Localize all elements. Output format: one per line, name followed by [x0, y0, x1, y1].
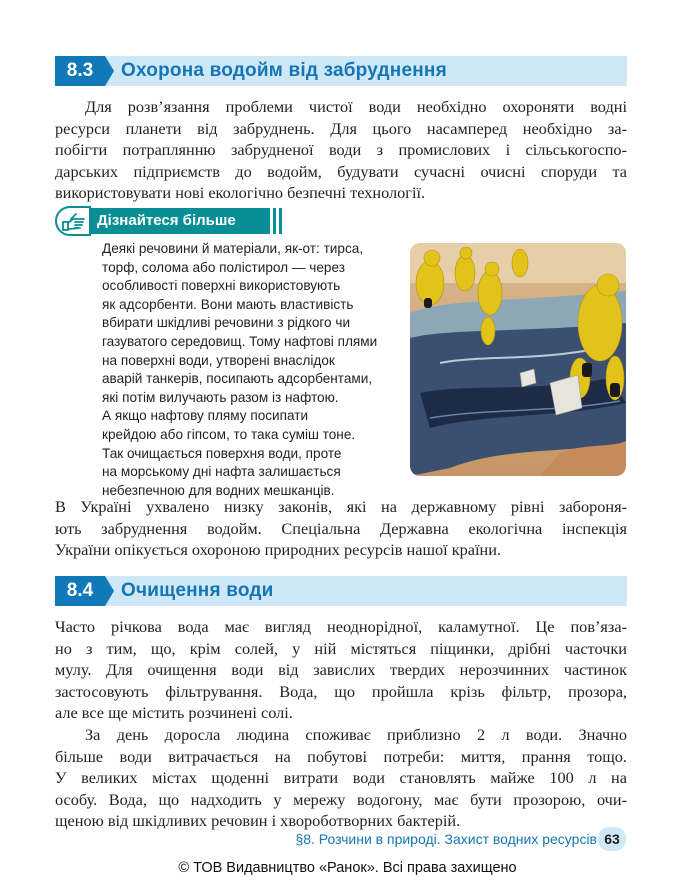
section-header-8-3	[55, 56, 627, 86]
text-line: щеною від шкідливих речовин і хвороботворних бактерій.	[55, 811, 461, 831]
text-line: України опікується охороною природних ресурсів нашої країни.	[55, 540, 502, 560]
text-line: аварій танкерів, посипають адсорбентами,	[102, 371, 373, 387]
section-title: Очищення води	[121, 580, 274, 601]
section-number: 8.4	[55, 576, 105, 606]
text-line: дарських підприємств до водойм, будувати сучасні очисні споруди та	[55, 161, 627, 181]
text-line: ють забруднення водойм. Спеціальна Державна екологічна інспекція	[55, 518, 627, 538]
text-line: небезпечною для водних мешканців.	[102, 482, 335, 498]
learn-more-header	[55, 206, 285, 236]
text-line: застосовують фільтрування. Вода, що пройшла крізь фільтр, прозора,	[55, 681, 627, 701]
text-line: але все ще містить розчинені солі.	[55, 703, 293, 723]
text-line: торф, солома або полістирол — через	[102, 259, 345, 275]
text-line: мулу. Для очищення води від завислих твердих нерозчинних частинок	[55, 660, 627, 680]
text-line: використовувати нові екологічно безпечні технології.	[55, 183, 426, 203]
text-line: крейдою або гіпсом, то така суміш тоне.	[102, 426, 356, 442]
section-header-8-4	[55, 576, 627, 606]
paragraph-water-consumption	[55, 724, 627, 832]
text-line: А якщо нафтову пляму посипати	[102, 408, 309, 424]
text-line: особу. Вода, що надходить у мережу водогону, має бути прозорою, очи-	[55, 789, 627, 809]
paragraph-filtration	[55, 616, 627, 724]
text-line: як адсорбенти. Вони мають властивість	[102, 296, 354, 312]
learn-more-label: Дізнайтеся більше	[91, 208, 267, 234]
text-line: які потім вилучають разом із нафтою.	[102, 389, 339, 405]
learn-more-text	[102, 240, 392, 500]
text-line: на морському дні нафта залишається	[102, 464, 341, 480]
text-line: на поверхні води, утворені внаслідок	[102, 352, 335, 368]
text-line: Так очищається поверхня води, проте	[102, 445, 342, 461]
paragraph-ukraine-laws	[55, 496, 627, 561]
text-line: газуватого середовищ. Тому нафтові плями	[102, 333, 378, 349]
text-line: ресурси планети від забруднень. Для цього насамперед необхідно за-	[55, 118, 627, 138]
oil-cleanup-photo	[410, 243, 626, 476]
text-line: но з тим, що, крім солей, у ній містяться піщинки, дрібні часточки	[55, 638, 627, 658]
text-line: особливості поверхні використовують	[102, 278, 341, 294]
pointing-hand-icon	[55, 206, 91, 236]
paragraph-water-protection	[55, 96, 627, 204]
text-line: За день доросла людина споживає приблизно 2 л води. Значно	[85, 725, 627, 744]
copyright-notice: © ТОВ Видавництво «Ранок». Всі права захищено	[178, 860, 517, 876]
text-line: Часто річкова вода має вигляд неоднорідної, каламутної. Це пов’яза-	[55, 617, 627, 636]
text-line: Для розв’язання проблеми чистої води необхідно охороняти водні	[85, 97, 627, 116]
text-line: В Україні ухвалено низку законів, які на державному рівні забороня-	[55, 497, 627, 516]
text-line: побігти потраплянню забрудненої води з промислових і сільськогоспо-	[55, 140, 627, 160]
section-title: Охорона водойм від забруднення	[121, 60, 447, 81]
chapter-reference: §8. Розчини в природі. Захист водних ресурсів	[295, 831, 597, 847]
text-line: Деякі речовини й матеріали, як-от: тирса,	[102, 241, 364, 256]
decor-bar	[279, 208, 282, 234]
decor-bar	[267, 208, 270, 234]
decor-bar	[273, 208, 276, 234]
page-number: 63	[598, 827, 626, 851]
section-number: 8.3	[55, 56, 105, 86]
text-line: більше води витрачається на побутові потреби: миття, прання тощо.	[55, 746, 627, 766]
text-line: У великих містах щоденні витрати води становлять майже 100 л на	[55, 768, 627, 788]
text-line: вбирати шкідливі речовини з рідкого чи	[102, 315, 351, 331]
